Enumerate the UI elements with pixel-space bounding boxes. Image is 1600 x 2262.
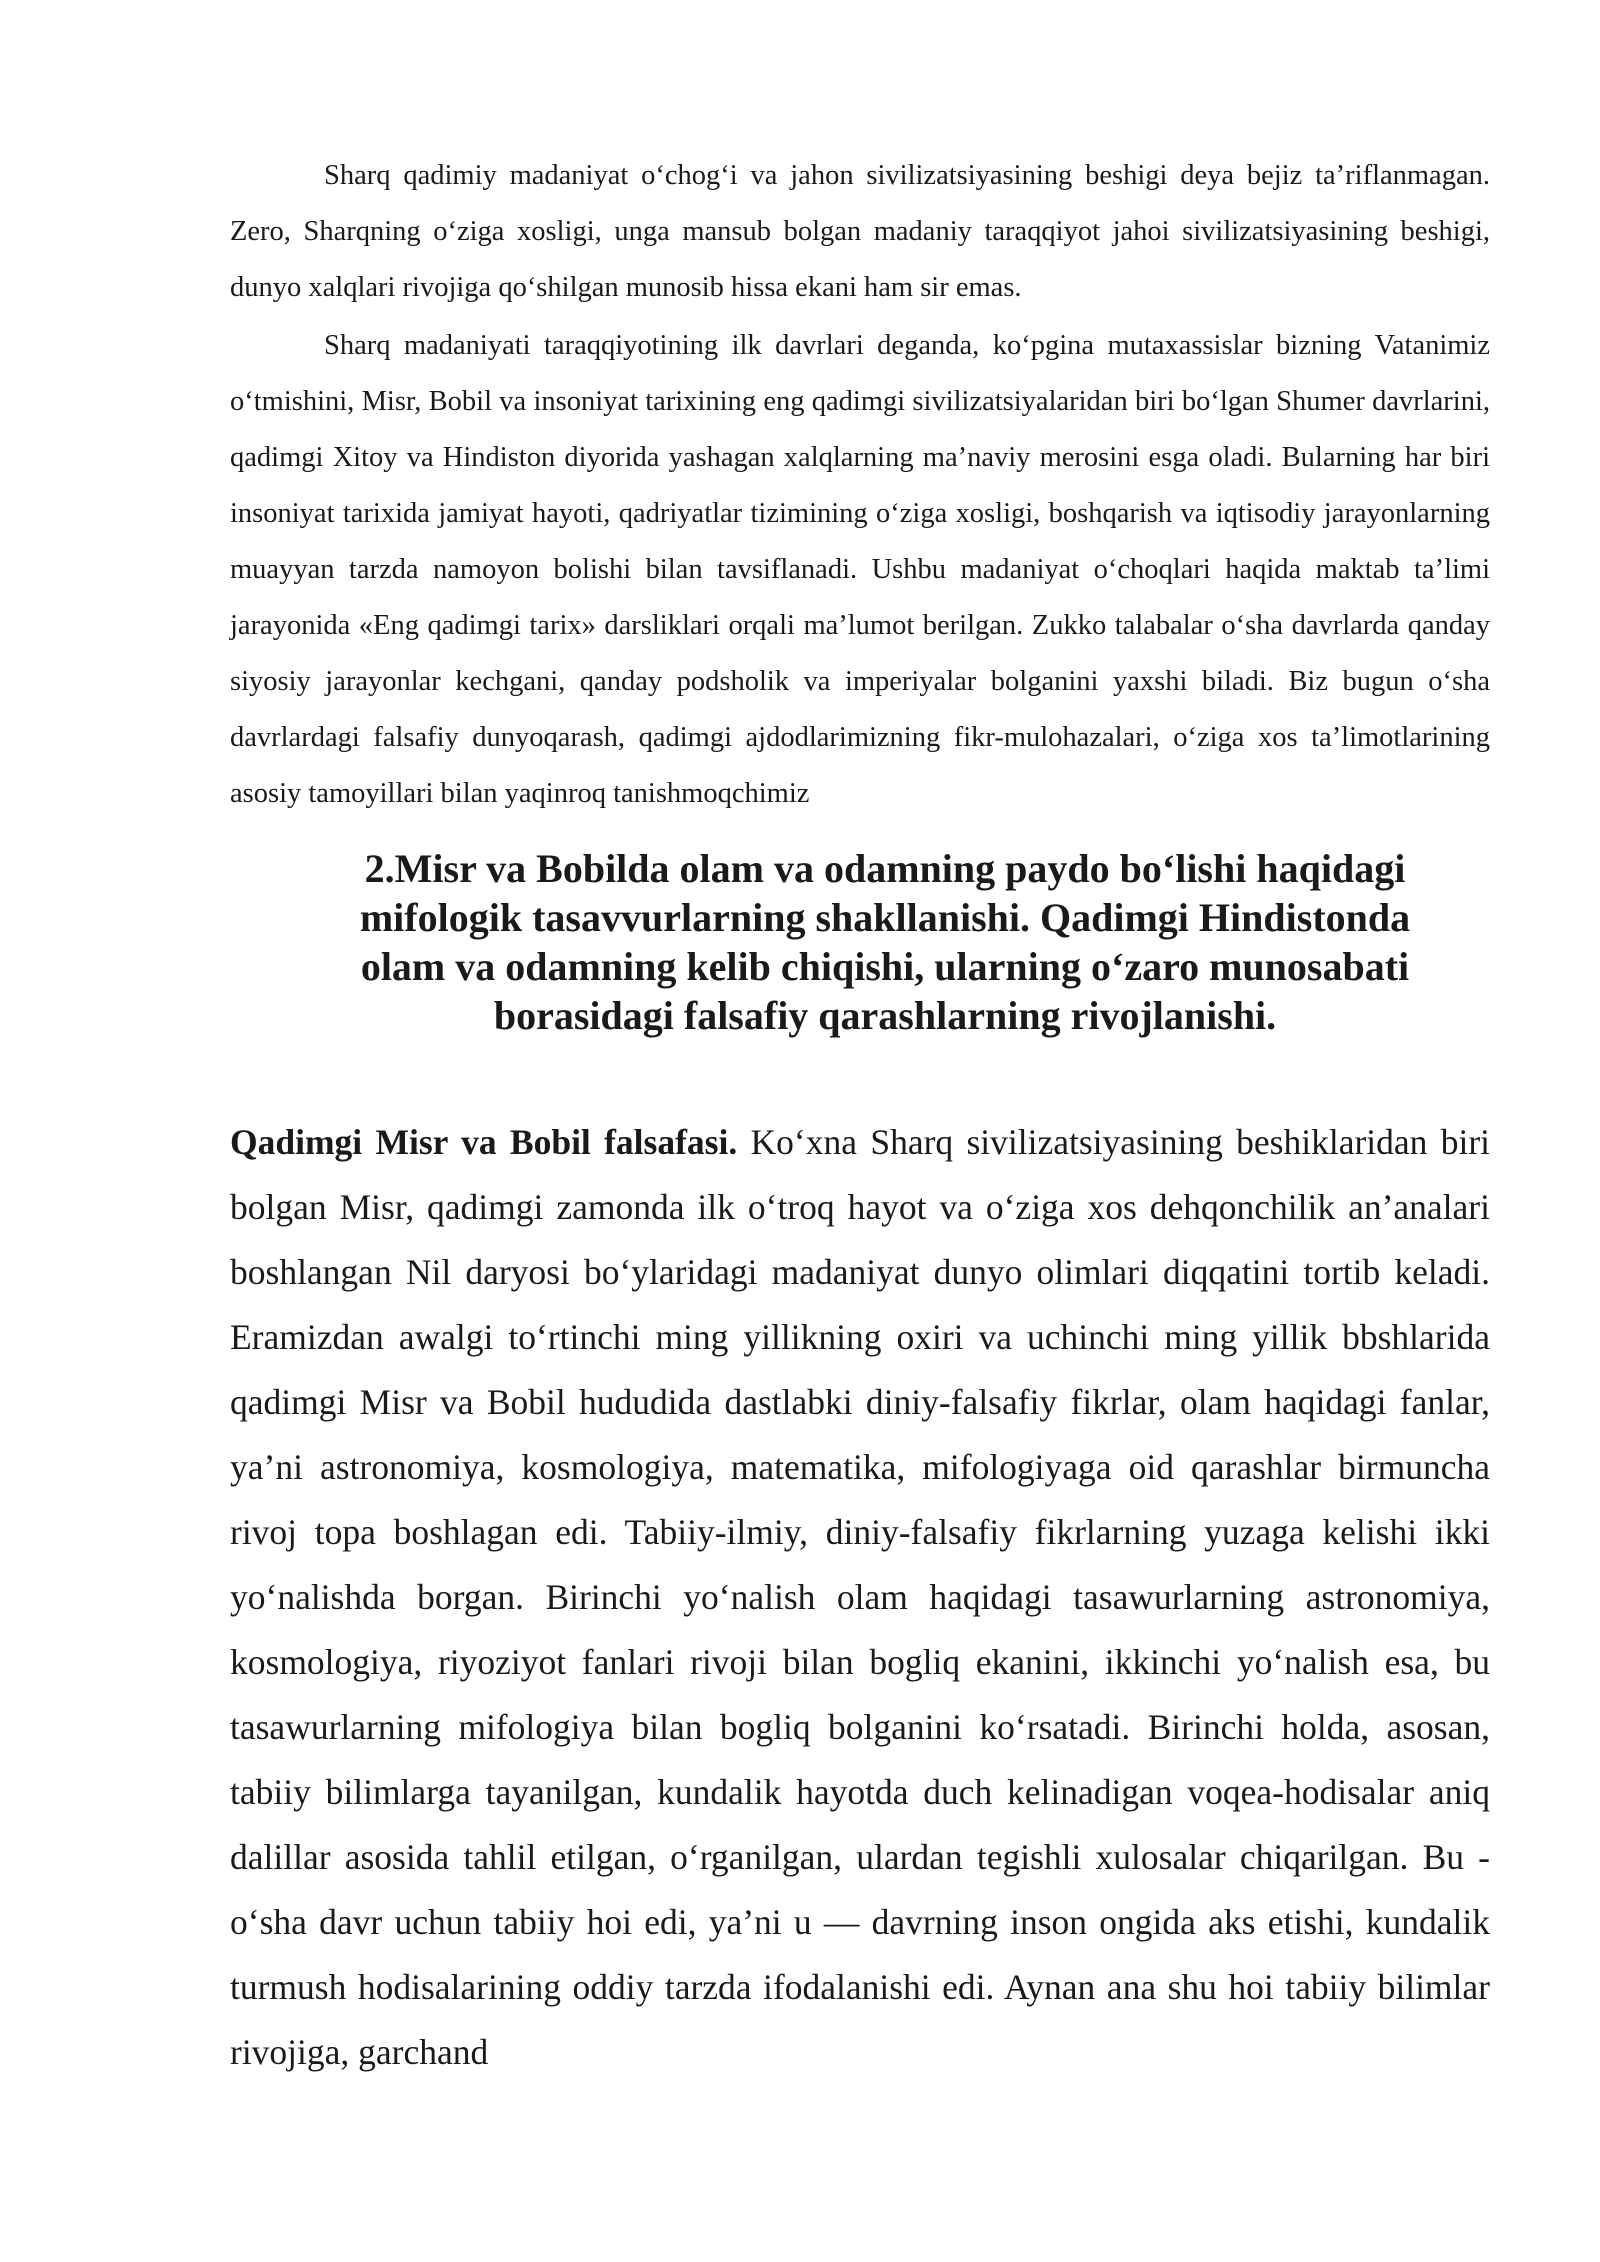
intro-paragraph-1: Sharq qadimiy madaniyat o‘chog‘i va jahon sivilizatsiyasining beshigi deya bejiz ta’riflanmagan. Zero, Sharqning o‘ziga xosligi, unga mansub bolgan madaniy taraqqiyot jahoi sivilizatsiyasining beshigi, dunyo xalqlari rivojiga qo‘shilgan munosib hissa ekani ham sir emas. [230, 160, 1490, 303]
document-page [230, 148, 1490, 2085]
section-heading: 2.Misr va Bobilda olam va odamning paydo bo‘lishi haqidagi mifologik tasavvurlarning shakllanishi. Qadimgi Hindistonda olam va odamning kelib chiqishi, ularning o‘zaro munosabati borasidagi falsafiy qarashlarning rivojlanishi. [359, 846, 1411, 1038]
section-paragraph [230, 1110, 1490, 2085]
section-lead: Qadimgi Misr va Bobil falsafasi. [230, 1122, 738, 1162]
intro-paragraph-2: Sharq madaniyati taraqqiyotining ilk davrlari deganda, ko‘pgina mutaxassislar bizning Vatanimiz o‘tmishini, Misr, Bobil va insoniyat tarixining eng qadimgi sivilizatsiyalaridan biri bo‘lgan Shumer davrlarini, qadimgi Xitoy va Hindiston diyorida yashagan xalqlarning ma’naviy merosini esga oladi. Bularning har biri insoniyat tarixida jamiyat hayoti, qadriyatlar tizimining o‘ziga xosligi, boshqarish va iqtisodiy jarayonlarning muayyan tarzda namoyon bolishi bilan tavsiflanadi. Ushbu madaniyat o‘choqlari haqida maktab ta’limi jarayonida «Eng qadimgi tarix» darsliklari orqali ma’lumot berilgan. Zukko talabalar o‘sha davrlarda qanday siyosiy jarayonlar kechgani, qanday podsholik va imperiyalar bolganini yaxshi biladi. Biz bugun o‘sha davrlardagi falsafiy dunyoqarash, qadimgi ajdodlarimizning fikr-mulohazalari, o‘ziga xos ta’limotlarining asosiy tamoyillari bilan yaqinroq tanishmoqchimiz [230, 330, 1490, 809]
section-body: Ko‘xna Sharq sivilizatsiyasining beshiklaridan biri bolgan Misr, qadimgi zamonda ilk o‘troq hayot va o‘ziga xos dehqonchilik an’analari boshlangan Nil daryosi bo‘ylaridagi madaniyat dunyo olimlari diqqatini tortib keladi. Eramizdan awalgi to‘rtinchi ming yillikning oxiri va uchinchi ming yillik bbshlarida qadimgi Misr va Bobil hududida dastlabki diniy-falsafiy fikrlar, olam haqidagi fanlar, ya’ni astronomiya, kosmologiya, matematika, mifologiyaga oid qarashlar birmuncha rivoj topa boshlagan edi. Tabiiy-ilmiy, diniy-falsafiy fikrlarning yuzaga kelishi ikki yo‘nalishda borgan. Birinchi yo‘nalish olam haqidagi tasawurlarning astronomiya, kosmologiya, riyoziyot fanlari rivoji bilan bogliq ekanini, ikkinchi yo‘nalish esa, bu tasawurlarning mifologiya bilan bogliq bolganini ko‘rsatadi. Birinchi holda, asosan, tabiiy bilimlarga tayanilgan, kundalik hayotda duch kelinadigan voqea-hodisalar aniq dalillar asosida tahlil etilgan, o‘rganilgan, ulardan tegishli xulosalar chiqarilgan. Bu - o‘sha davr uchun tabiiy hoi edi, ya’ni u — davrning inson ongida aks etishi, kundalik turmush hodisalarining oddiy tarzda ifodalanishi edi. Aynan ana shu hoi tabiiy bilimlar rivojiga, garchand [230, 1122, 1490, 2072]
